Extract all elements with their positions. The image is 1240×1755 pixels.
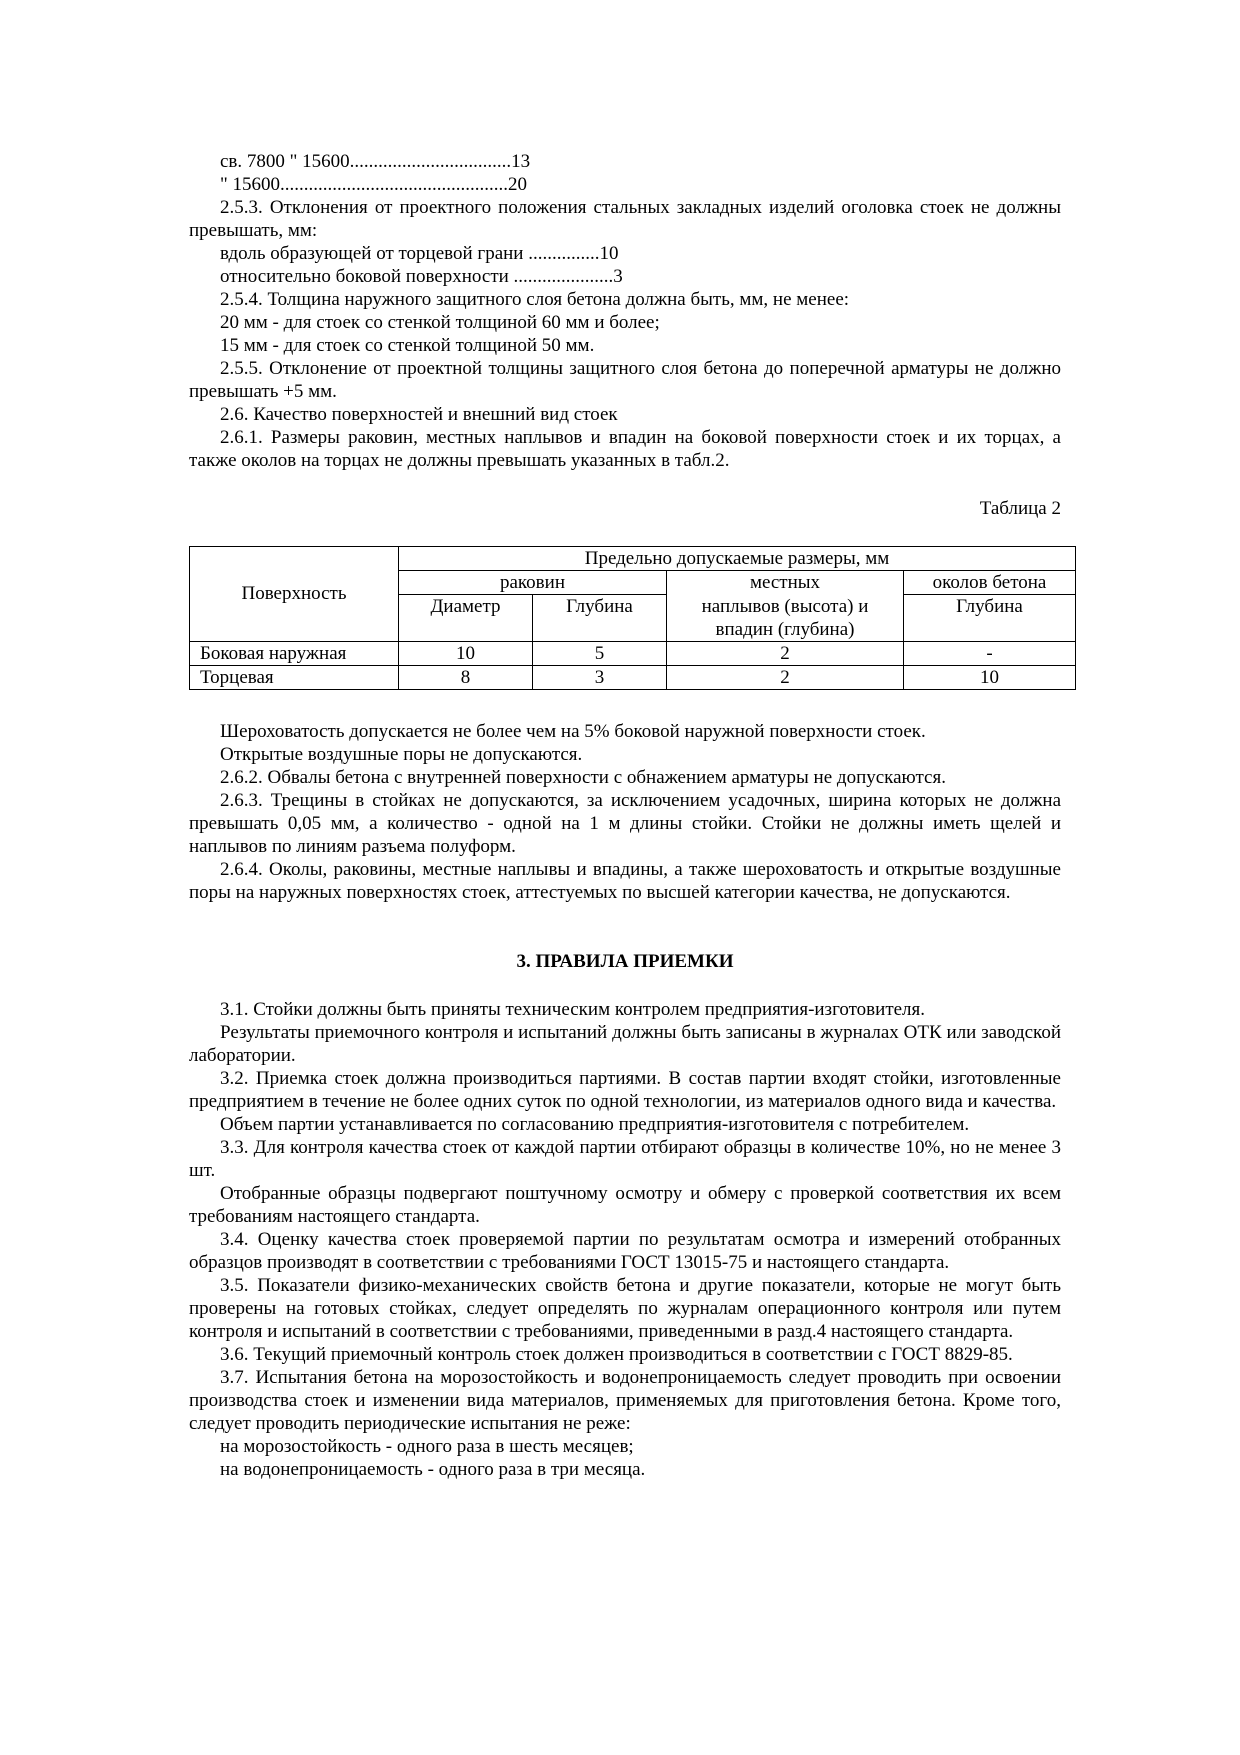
paragraph: Открытые воздушные поры не допускаются. (220, 744, 583, 765)
paragraph: 2.6. Качество поверхностей и внешний вид стоек (220, 404, 618, 425)
paragraph: вдоль образующей от торцевой грани ...............10 (220, 243, 619, 264)
subheader-diameter: Диаметр (399, 595, 533, 642)
header-mestnyh: местных (667, 571, 904, 595)
cell-depth: 5 (533, 641, 667, 665)
text-block-2-5 (189, 150, 1061, 472)
paragraph: Объем партии устанавливается по согласованию предприятия-изготовителя с потребителем. (220, 1114, 970, 1135)
tolerance-table (189, 546, 1076, 690)
table-header-row (190, 547, 1076, 571)
paragraph: Отобранные образцы подвергают поштучному осмотру и обмеру с проверкой соответствия их всем требованиям настоящего стандарта. (189, 1183, 1061, 1227)
table-row (190, 665, 1076, 689)
paragraph: 2.5.3. Отклонения от проектного положения стальных закладных изделий оголовка стоек не должны превышать, мм: (189, 197, 1061, 241)
cell-surface: Боковая наружная (190, 641, 399, 665)
cell-depth: 3 (533, 665, 667, 689)
paragraph: 2.6.3. Трещины в стойках не допускаются, за исключением усадочных, ширина которых не должна превышать 0,05 мм, а количество - одной на 1 м длины стойки. Стойки не должны иметь щелей и наплывов по линиям разъема полуформ. (189, 790, 1061, 857)
paragraph: Результаты приемочного контроля и испытаний должны быть записаны в журналах ОТК или заводской лаборатории. (189, 1022, 1061, 1066)
subheader-naplyv (667, 595, 904, 642)
paragraph: относительно боковой поверхности .....................3 (220, 266, 623, 287)
subheader-naplyv-line1: наплывов (высота) и (701, 595, 869, 617)
paragraph: 3.5. Показатели физико-механических свойств бетона и другие показатели, которые не могут быть проверены на готовых стойках, следует определять по журналам операционного контроля или путем контроля и испытаний в соответствии с требованиями, приведенными в разд.4 настоящего стандарта. (189, 1275, 1061, 1342)
header-okolov: околов бетона (904, 571, 1076, 595)
cell-surface: Торцевая (190, 665, 399, 689)
paragraph: " 15600................................................20 (220, 174, 528, 195)
paragraph: 15 мм - для стоек со стенкой толщиной 50 мм. (220, 335, 595, 356)
section-heading: 3. ПРАВИЛА ПРИЕМКИ (516, 951, 734, 972)
paragraph: Шероховатость допускается не более чем на 5% боковой наружной поверхности стоек. (220, 721, 926, 742)
paragraph: 3.7. Испытания бетона на морозостойкость и водонепроницаемость следует проводить при освоении производства стоек и изменении вида материалов, применяемых для приготовления бетона. Кроме того, следует проводить периодические испытания не реже: (189, 1367, 1061, 1434)
paragraph: 3.6. Текущий приемочный контроль стоек должен производиться в соответствии с ГОСТ 8829-85. (220, 1344, 1013, 1365)
cell-okol: - (904, 641, 1076, 665)
paragraph: на морозостойкость - одного раза в шесть месяцев; (220, 1436, 634, 1457)
cell-diameter: 10 (399, 641, 533, 665)
cell-okol: 10 (904, 665, 1076, 689)
cell-naplyv: 2 (667, 665, 904, 689)
paragraph: 3.3. Для контроля качества стоек от каждой партии отбирают образцы в количестве 10%, но не менее 3 шт. (189, 1137, 1061, 1181)
paragraph: 2.6.1. Размеры раковин, местных наплывов и впадин на боковой поверхности стоек и их торцах, а также околов на торцах не должны превышать указанных в табл.2. (189, 427, 1061, 471)
cell-diameter: 8 (399, 665, 533, 689)
paragraph: 3.4. Оценку качества стоек проверяемой партии по результатам осмотра и измерений отобранных образцов производят в соответствии с требованиями ГОСТ 13015-75 и настоящего стандарта. (189, 1229, 1061, 1273)
text-block-3 (189, 998, 1061, 1481)
header-group: Предельно допускаемые размеры, мм (399, 547, 1076, 571)
paragraph: 2.6.2. Обвалы бетона с внутренней поверхности с обнажением арматуры не допускаются. (220, 767, 946, 788)
paragraph: на водонепроницаемость - одного раза в три месяца. (220, 1459, 646, 1480)
subheader-naplyv-line2: впадин (глубина) (715, 618, 855, 640)
paragraph: 3.1. Стойки должны быть приняты техническим контролем предприятия-изготовителя. (220, 999, 926, 1020)
header-rakovin: раковин (399, 571, 667, 595)
paragraph: 2.6.4. Околы, раковины, местные наплывы и впадины, а также шероховатость и открытые воздушные поры на наружных поверхностях стоек, аттестуемых по высшей категории качества, не допускаются. (189, 859, 1061, 903)
table-row (190, 641, 1076, 665)
paragraph: 3.2. Приемка стоек должна производиться партиями. В состав партии входят стойки, изготовленные предприятием в течение не более одних суток по одной технологии, из материалов одного вида и качества. (189, 1068, 1061, 1112)
subheader-depth: Глубина (533, 595, 667, 642)
paragraph: 2.5.4. Толщина наружного защитного слоя бетона должна быть, мм, не менее: (220, 289, 850, 310)
subheader-depth: Глубина (904, 595, 1076, 642)
header-surface: Поверхность (190, 547, 399, 642)
table-caption: Таблица 2 (979, 498, 1061, 519)
paragraph: 20 мм - для стоек со стенкой толщиной 60 мм и более; (220, 312, 660, 333)
text-block-2-6 (189, 720, 1061, 904)
cell-naplyv: 2 (667, 641, 904, 665)
paragraph: 2.5.5. Отклонение от проектной толщины защитного слоя бетона до поперечной арматуры не должно превышать +5 мм. (189, 358, 1061, 402)
paragraph: св. 7800 " 15600..................................13 (220, 151, 531, 172)
